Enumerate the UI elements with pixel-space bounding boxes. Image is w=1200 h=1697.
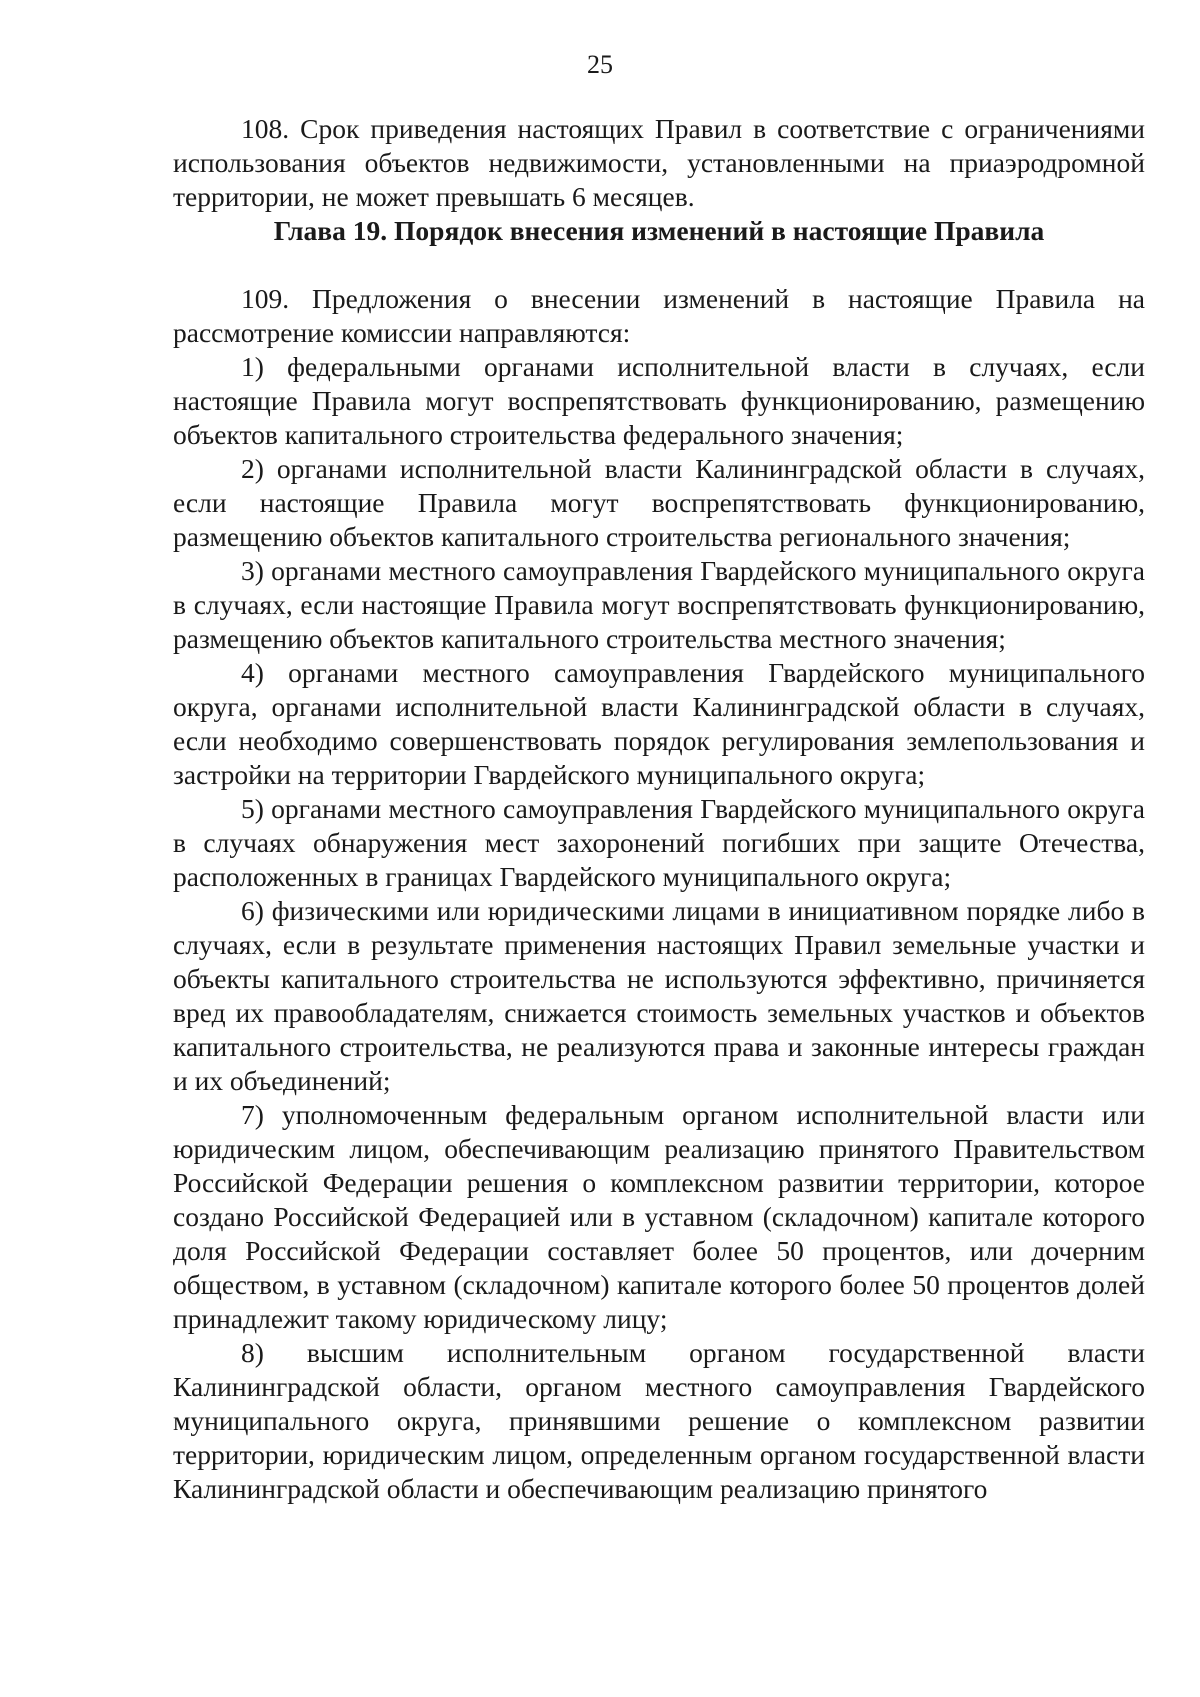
- chapter-title: Глава 19. Порядок внесения изменений в настоящие Правила: [273, 215, 1045, 246]
- paragraph-108: 108. Срок приведения настоящих Правил в соответствие с ограничениями использования объектов недвижимости, установленными на приаэродромной территории, не может превышать 6 месяцев.: [173, 113, 1145, 212]
- list-item-8: 8) высшим исполнительным органом государственной власти Калининградской области, органом местного самоуправления Гвардейского муниципального округа, принявшими решение о комплексном развитии территории, юридическим лицом, определенным органом государственной власти Калининградской области и обеспечивающим реализацию принятого: [173, 1337, 1145, 1504]
- list-item-3: 3) органами местного самоуправления Гвардейского муниципального округа в случаях, если настоящие Правила могут воспрепятствовать функционированию, размещению объектов капитального строительства местного значения;: [173, 555, 1145, 654]
- page-number: 25: [587, 50, 613, 79]
- list-item-7: 7) уполномоченным федеральным органом исполнительной власти или юридическим лицом, обеспечивающим реализацию принятого Правительством Российской Федерации решения о комплексном развитии территории, которое создано Российской Федерацией или в уставном (складочном) капитале которого доля Российской Федерации составляет более 50 процентов, или дочерним обществом, в уставном (складочном) капитале которого более 50 процентов долей принадлежит такому юридическому лицу;: [173, 1099, 1145, 1334]
- list-item-1: 1) федеральными органами исполнительной власти в случаях, если настоящие Правила могут воспрепятствовать функционированию, размещению объектов капитального строительства федерального значения;: [173, 351, 1145, 450]
- list-item-6: 6) физическими или юридическими лицами в инициативном порядке либо в случаях, если в результате применения настоящих Правил земельные участки и объекты капитального строительства не используются эффективно, причиняется вред их правообладателям, снижается стоимость земельных участков и объектов капитального строительства, не реализуются права и законные интересы граждан и их объединений;: [173, 895, 1145, 1096]
- list-item-2: 2) органами исполнительной власти Калининградской области в случаях, если настоящие Правила могут воспрепятствовать функционированию, размещению объектов капитального строительства регионального значения;: [173, 453, 1145, 552]
- paragraph-109: 109. Предложения о внесении изменений в настоящие Правила на рассмотрение комиссии направляются:: [173, 283, 1145, 348]
- list-item-5: 5) органами местного самоуправления Гвардейского муниципального округа в случаях обнаружения мест захоронений погибших при защите Отечества, расположенных в границах Гвардейского муниципального округа;: [173, 793, 1145, 892]
- document-body: [173, 112, 1145, 1506]
- list-item-4: 4) органами местного самоуправления Гвардейского муниципального округа, органами исполнительной власти Калининградской области в случаях, если необходимо совершенствовать порядок регулирования землепользования и застройки на территории Гвардейского муниципального округа;: [173, 657, 1145, 790]
